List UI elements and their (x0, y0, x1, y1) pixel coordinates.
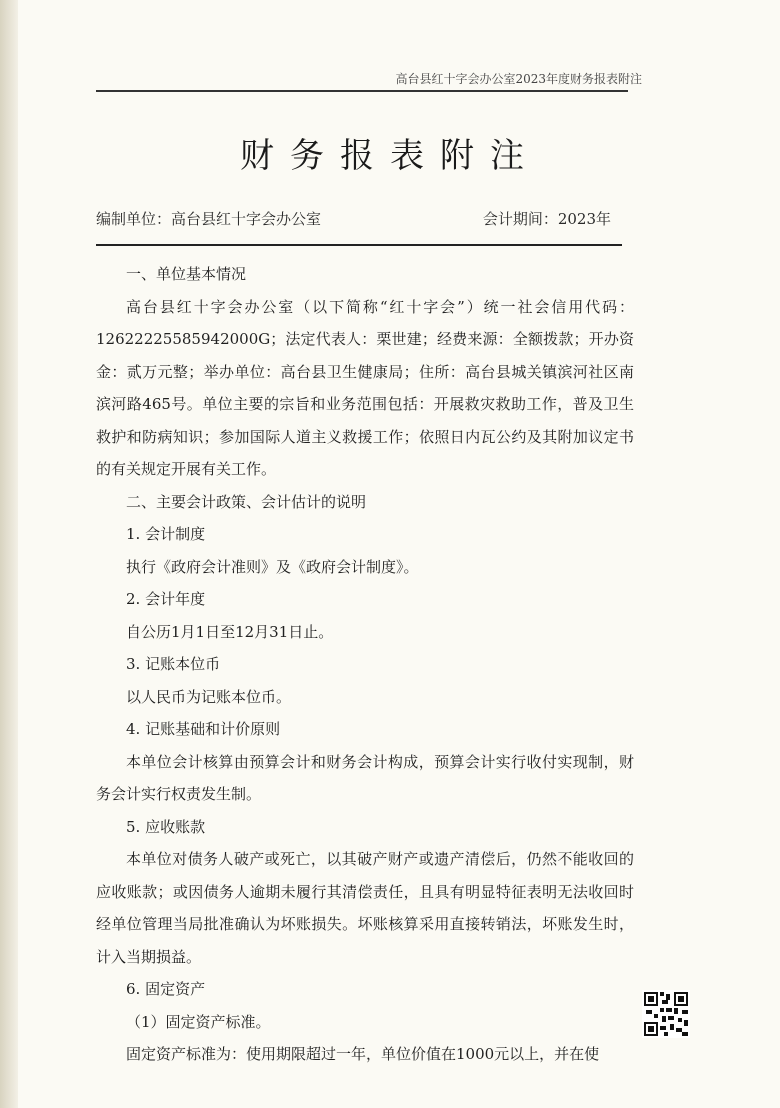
header-rule (96, 90, 628, 92)
subsection-heading: 4. 记账基础和计价原则 (126, 720, 281, 738)
subsection-heading: 5. 应收账款 (126, 817, 206, 836)
paragraph: 固定资产标准为：使用期限超过一年，单位价值在1000元以上，并在使 (126, 1045, 600, 1063)
subsection-heading: 1. 会计制度 (126, 525, 206, 543)
accounting-period: 会计期间：2023年 (482, 210, 611, 228)
qr-code-icon (642, 990, 690, 1038)
paragraph: 高台县红十字会办公室（以下简称“红十字会”）统一社会信用代码：12622225585942000G；法定代表人：栗世建；经费来源：全额拨款；开办资金：贰万元整；举办单位：高台县卫生健康局；住所：高台县城关镇滨河社区南滨河路465号。单位主要的宗旨和业务范围包括：开展救灾救助工作，普及卫生救护和防病知识；参加国际人道主义救援工作；依照日内瓦公约及其附加议定书的有关规定开展有关工作。 (96, 297, 634, 478)
paragraph: 以人民币为记账本位币。 (126, 687, 292, 706)
subsection-heading: 3. 记账本位币 (126, 655, 221, 673)
running-header: 高台县红十字会办公室2023年度财务报表附注 (395, 72, 642, 86)
meta-rule (96, 244, 622, 246)
section-heading: 二、主要会计政策、会计估计的说明 (126, 492, 367, 511)
preparing-unit: 编制单位：高台县红十字会办公室 (96, 210, 322, 228)
paragraph: 本单位对债务人破产或死亡，以其破产财产或遗产清偿后，仍然不能收回的应收账款；或因债务人逾期未履行其清偿责任，且具有明显特征表明无法收回时经单位管理当局批准确认为坏账损失。坏账核算采用直接转销法，坏账发生时，计入当期损益。 (96, 850, 634, 966)
document-title: 财务报表附注 (240, 136, 540, 176)
paragraph: 执行《政府会计准则》及《政府会计制度》。 (126, 557, 419, 576)
subsection-heading: 2. 会计年度 (126, 590, 206, 608)
section-heading: 一、单位基本情况 (126, 265, 247, 283)
paragraph: 本单位会计核算由预算会计和财务会计构成，预算会计实行收付实现制，财务会计实行权责发生制。 (96, 752, 634, 803)
subsection-heading: 6. 固定资产 (126, 980, 206, 998)
subsection-heading: （1）固定资产标准。 (126, 1012, 271, 1031)
paragraph: 自公历1月1日至12月31日止。 (126, 622, 334, 641)
document-body (96, 258, 634, 1071)
